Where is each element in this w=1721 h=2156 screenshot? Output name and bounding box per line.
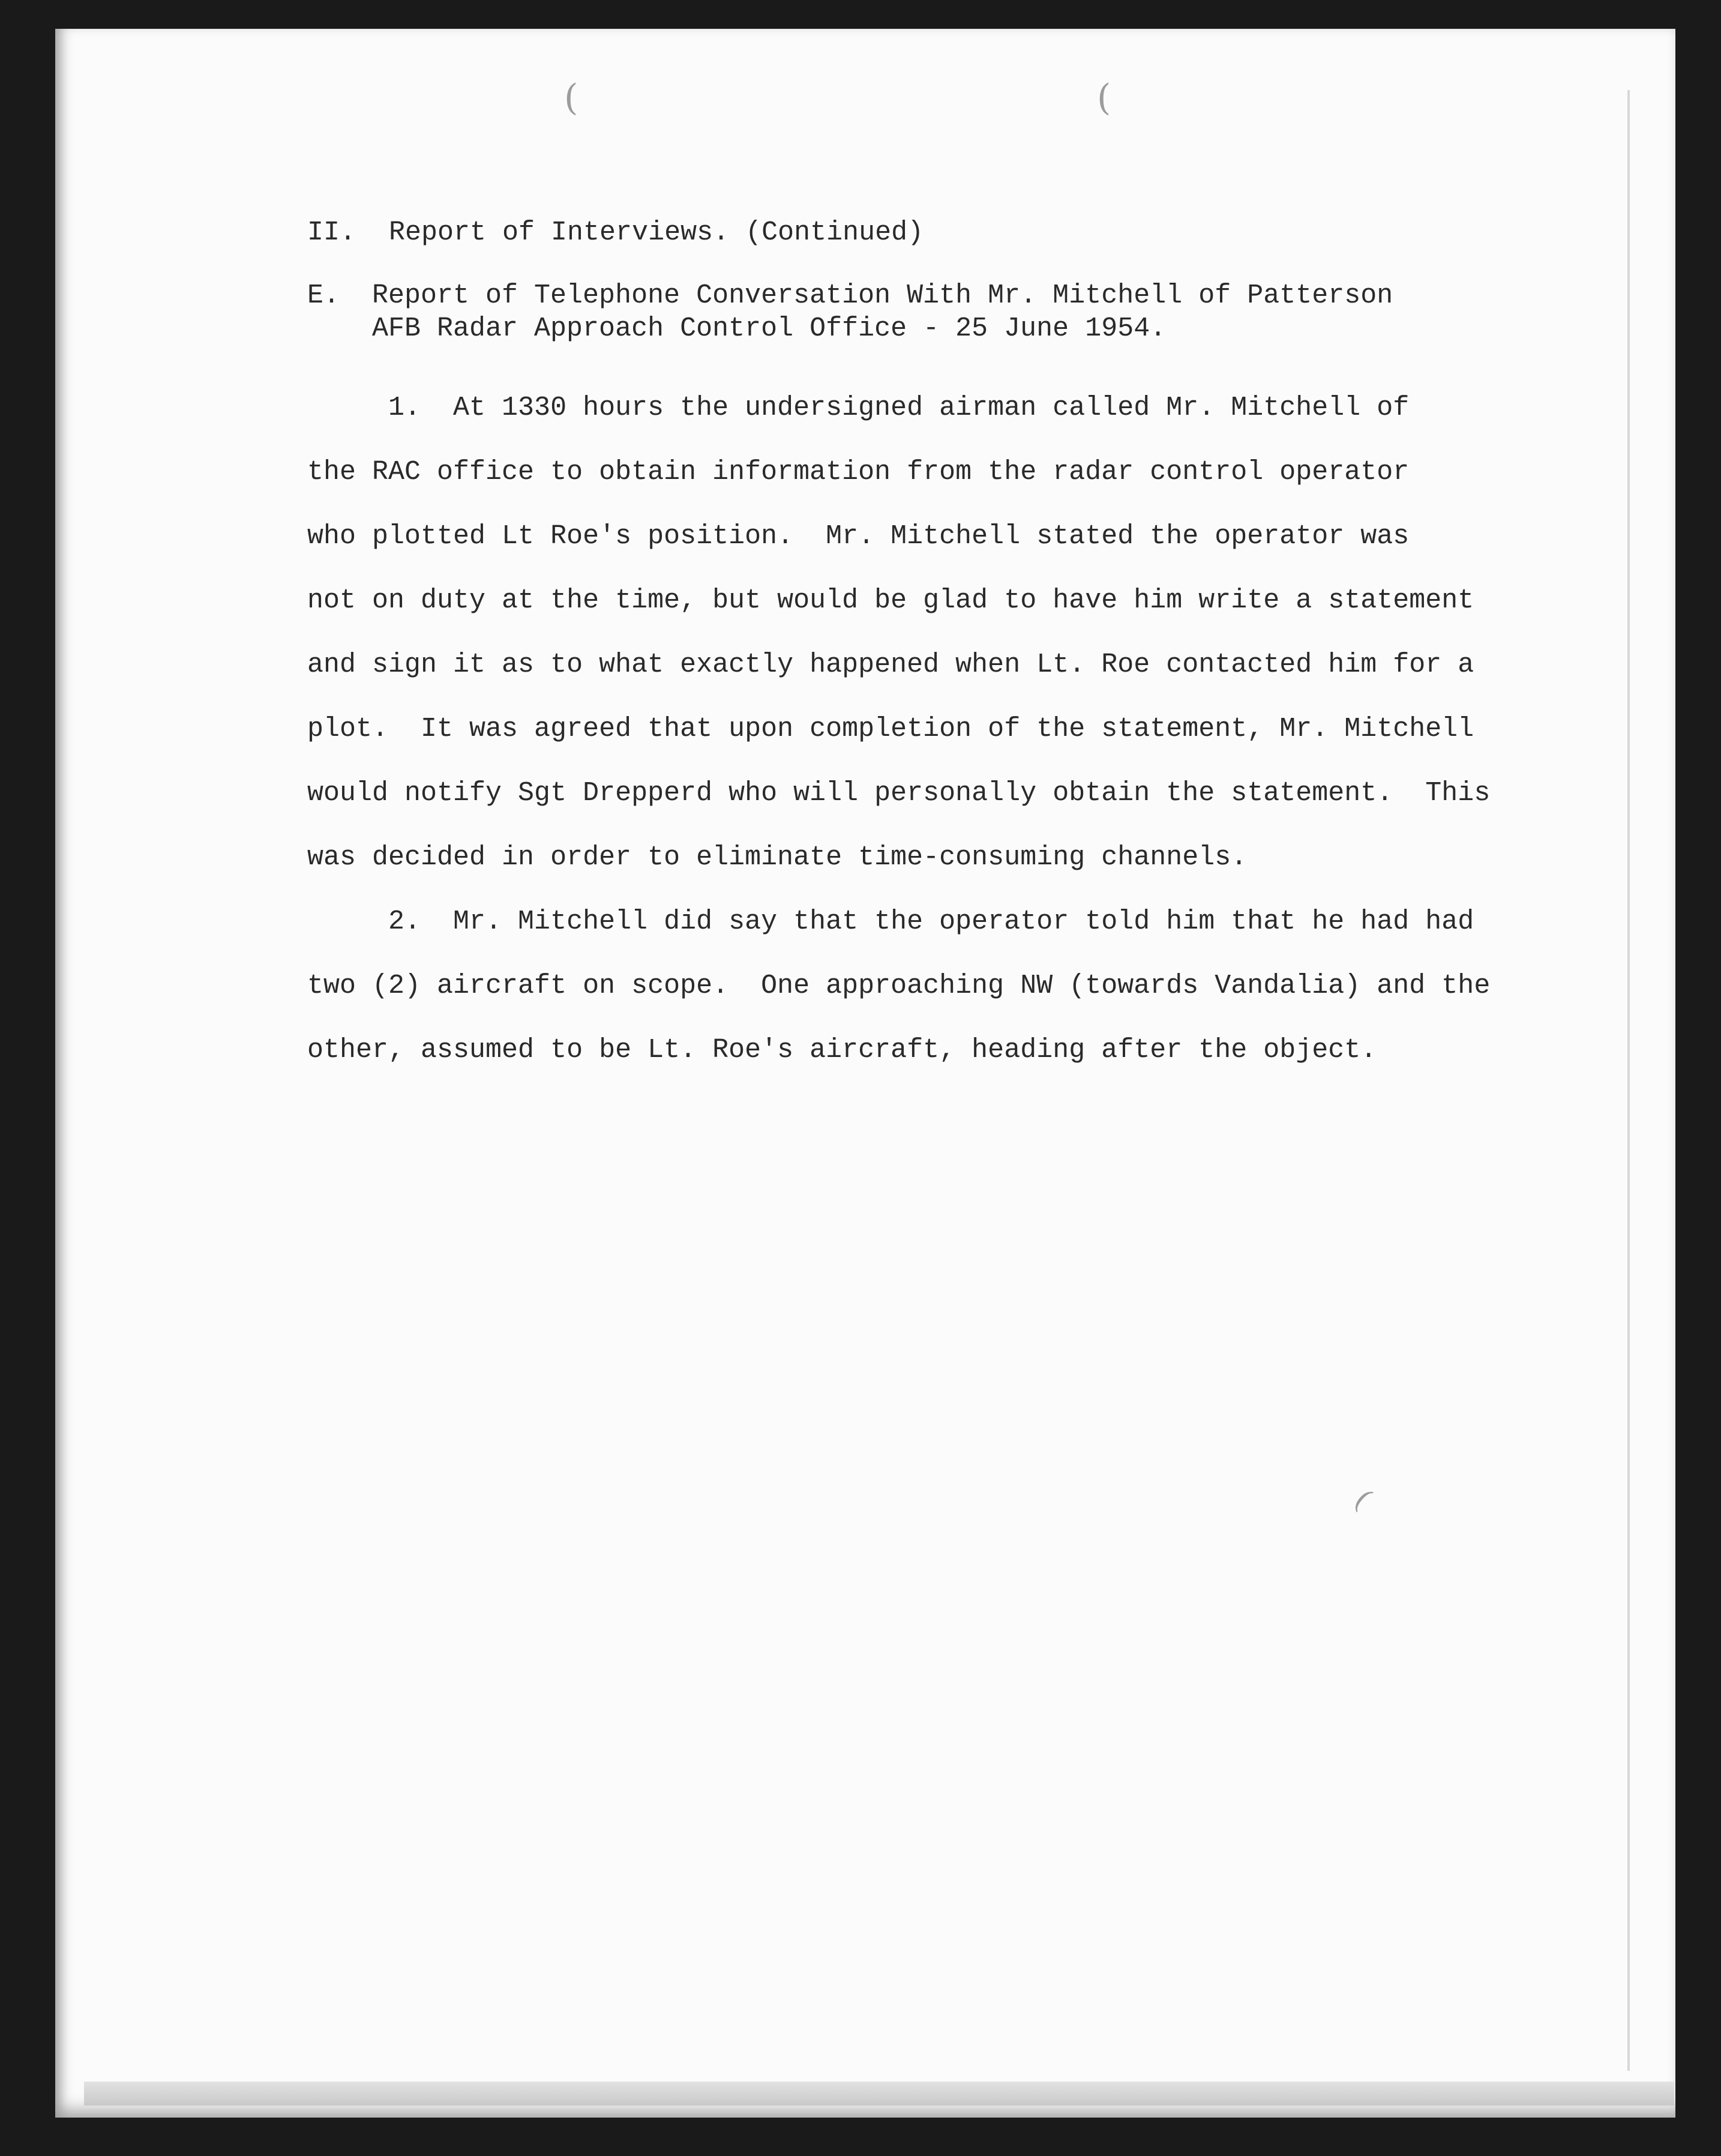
body-line: was decided in order to eliminate time-consuming channels. xyxy=(307,842,1248,873)
section-number: II. xyxy=(307,217,356,248)
body-line: who plotted Lt Roe's position. Mr. Mitchell stated the operator was xyxy=(307,521,1410,552)
body-line: the RAC office to obtain information from the radar control operator xyxy=(307,457,1410,487)
subsection-title-line-2: AFB Radar Approach Control Office - 25 June 1954. xyxy=(372,313,1167,344)
body-line: and sign it as to what exactly happened when Lt. Roe contacted him for a xyxy=(307,649,1474,680)
hole-punch-mark-left: ( xyxy=(564,77,578,119)
page-bottom-shadow xyxy=(84,2082,1674,2106)
subsection-letter: E. xyxy=(307,280,340,311)
body-line: other, assumed to be Lt. Roe's aircraft, heading after the object. xyxy=(307,1035,1377,1065)
stray-mark: ( xyxy=(1348,1483,1378,1516)
report-body xyxy=(307,376,1513,1082)
body-line: plot. It was agreed that upon completion of the statement, Mr. Mitchell xyxy=(307,714,1474,744)
section-heading: Report of Interviews. (Continued) xyxy=(389,217,924,248)
body-line: 2. Mr. Mitchell did say that the operator told him that he had had xyxy=(307,906,1474,937)
body-line: two (2) aircraft on scope. One approaching NW (towards Vandalia) and the xyxy=(307,971,1491,1001)
hole-punch-mark-right: ( xyxy=(1097,77,1111,119)
page-edge-line xyxy=(1627,90,1630,2071)
body-line: would notify Sgt Drepperd who will personally obtain the statement. This xyxy=(307,778,1491,808)
body-line: not on duty at the time, but would be glad to have him write a statement xyxy=(307,585,1474,616)
subsection-title-line-1: Report of Telephone Conversation With Mr. Mitchell of Patterson xyxy=(372,280,1393,311)
body-line: 1. At 1330 hours the undersigned airman called Mr. Mitchell of xyxy=(307,393,1410,423)
